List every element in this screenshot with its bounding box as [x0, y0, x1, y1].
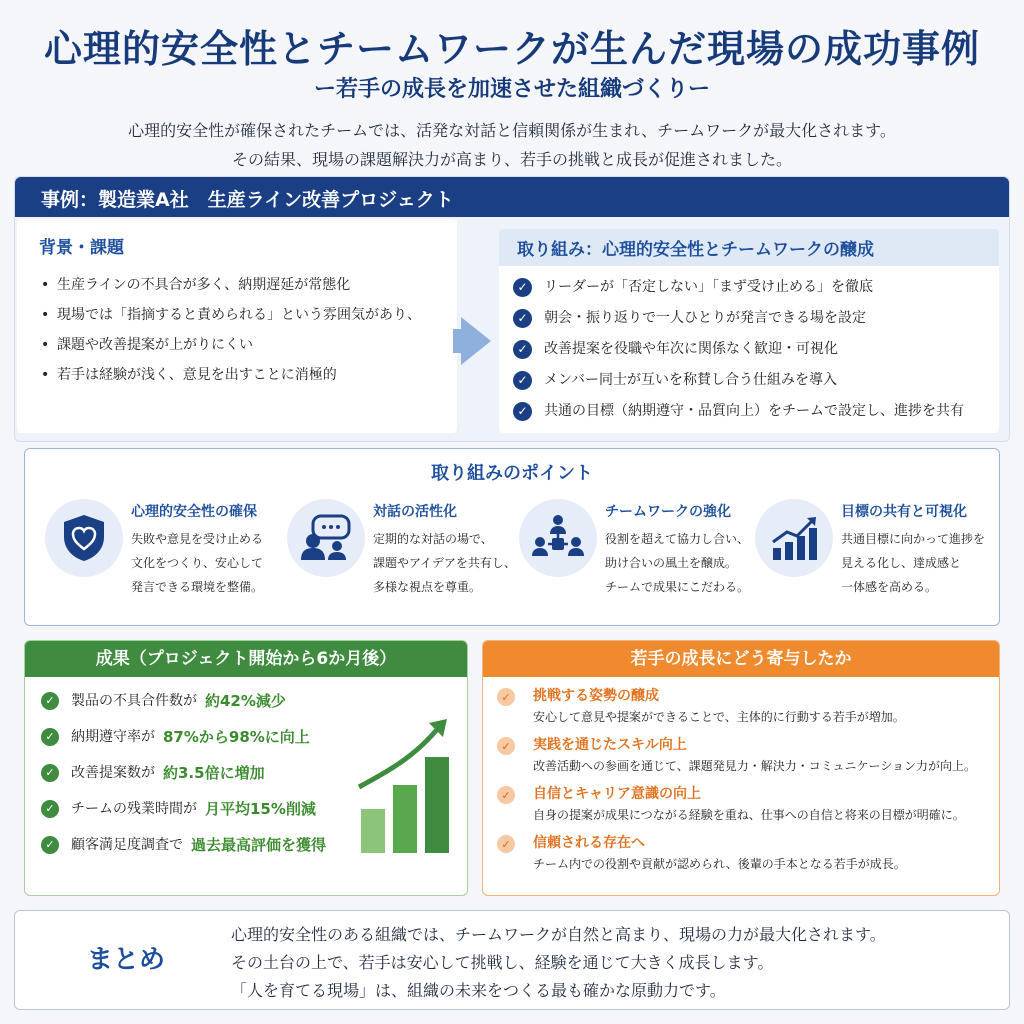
growth-desc: 安心して意見や提案ができることで、主体的に行動する若手が増加。	[533, 710, 905, 724]
growth-heading: 信頼される存在へ	[533, 835, 645, 851]
dialogue-icon	[287, 499, 365, 577]
summary-label: まとめ	[87, 945, 166, 975]
page-subtitle: ー若手の成長を加速させた組織づくりー	[313, 77, 710, 102]
growth-heading: 挑戦する姿勢の醸成	[533, 688, 659, 704]
growth-desc: チーム内での役割や貢献が認められ、後輩の手本となる若手が成長。	[533, 857, 906, 871]
growth-item	[497, 685, 985, 727]
check-icon: ✓	[41, 764, 59, 782]
result-label: 顧客満足度調査で	[71, 837, 183, 853]
check-icon: ✓	[513, 340, 532, 359]
point-desc-line: 一体感を高める。	[841, 580, 938, 594]
check-icon: ✓	[513, 309, 532, 328]
point-desc	[605, 527, 755, 599]
point-desc-line: 見える化し、達成感と	[841, 556, 962, 570]
right-arrow-icon	[461, 317, 491, 365]
growth-item	[497, 832, 985, 874]
background-panel	[17, 219, 457, 433]
point-desc-line: 定期的な対話の場で、	[373, 532, 493, 546]
action-label: 改善提案を役職や年次に関係なく歓迎・可視化	[544, 341, 838, 357]
rising-bars-icon	[355, 717, 455, 861]
point-desc-line: 助け合いの風土を醸成。	[605, 556, 738, 570]
growth-item	[497, 783, 985, 825]
action-label: リーダーが「否定しない」「まず受け止める」を徹底	[544, 279, 873, 295]
point-desc	[131, 527, 281, 599]
point-heading: チームワークの強化	[605, 504, 731, 520]
point-desc	[373, 527, 523, 599]
intro-text	[0, 116, 1024, 174]
summary-line: 心理的安全性のある組織では、チームワークが自然と高まり、現場の力が最大化されます。	[231, 925, 886, 944]
result-value: 月平均15%削減	[205, 800, 316, 818]
point-desc-line: 多様な視点を尊重。	[373, 580, 482, 594]
intro-line: 心理的安全性が確保されたチームでは、活発な対話と信頼関係が生まれ、チームワークが最大化されます。	[128, 121, 896, 140]
points-section	[24, 448, 1000, 626]
intro-line: その結果、現場の課題解決力が高まり、若手の挑戦と成長が促進されました。	[231, 150, 792, 169]
background-title: 背景・課題	[39, 238, 124, 258]
growth-heading: 実践を通じたスキル向上	[533, 737, 687, 753]
page-title: 心理的安全性とチームワークが生んだ現場の成功事例	[43, 27, 980, 71]
action-item	[513, 272, 985, 303]
action-label: 朝会・振り返りで一人ひとりが発言できる場を設定	[544, 310, 866, 326]
point-heading: 心理的安全性の確保	[131, 504, 257, 520]
background-item: • 現場では「指摘すると責められる」という雰囲気があり、	[39, 300, 435, 330]
summary-line: 「人を育てる現場」は、組織の未来をつくる最も確かな原動力です。	[231, 981, 726, 1000]
action-item	[513, 303, 985, 334]
point-desc	[841, 527, 991, 599]
result-value: 約3.5倍に増加	[163, 764, 265, 782]
result-item	[41, 683, 451, 719]
action-item	[513, 334, 985, 365]
background-item: • 生産ラインの不具合が多く、納期遅延が常態化	[39, 270, 435, 300]
actions-title: 取り組み：心理的安全性とチームワークの醸成	[499, 229, 999, 266]
check-icon: ✓	[41, 728, 59, 746]
case-section	[14, 176, 1010, 442]
results-title: 成果（プロジェクト開始から6か月後）	[25, 641, 467, 677]
check-icon: ✓	[497, 786, 515, 804]
actions-panel	[499, 229, 999, 433]
background-list	[39, 270, 435, 390]
summary-section	[14, 910, 1010, 1010]
growth-section	[482, 640, 1000, 896]
results-section	[24, 640, 468, 896]
points-title: 取り組みのポイント	[431, 463, 593, 484]
summary-line: その土台の上で、若手は安心して挑戦し、経験を通じて大きく成長します。	[231, 953, 774, 972]
point-desc-line: チームで成果にこだわる。	[605, 580, 750, 594]
check-icon: ✓	[497, 688, 515, 706]
background-item: • 若手は経験が浅く、意見を出すことに消極的	[39, 360, 435, 390]
check-icon: ✓	[41, 836, 59, 854]
point-heading: 対話の活性化	[373, 504, 457, 520]
point-item	[45, 499, 275, 609]
action-item	[513, 365, 985, 396]
growth-desc: 改善活動への参画を通じて、課題発見力・解決力・コミュニケーション力が向上。	[533, 759, 977, 773]
check-icon: ✓	[513, 371, 532, 390]
point-heading: 目標の共有と可視化	[841, 504, 967, 520]
actions-list	[499, 266, 999, 433]
summary-text	[231, 921, 886, 1005]
growth-desc: 自身の提案が成果につながる経験を重ね、仕事への自信と将来の目標が明確に。	[533, 808, 965, 822]
shield-heart-icon	[45, 499, 123, 577]
check-icon: ✓	[513, 402, 532, 421]
teamwork-icon	[519, 499, 597, 577]
background-item: • 課題や改善提案が上がりにくい	[39, 330, 435, 360]
action-label: 共通の目標（納期遵守・品質向上）をチームで設定し、進捗を共有	[544, 403, 964, 419]
point-item	[519, 499, 749, 609]
result-label: 納期遵守率が	[71, 729, 155, 745]
case-header: 事例：製造業A社 生産ライン改善プロジェクト	[15, 177, 1009, 217]
point-item	[755, 499, 985, 609]
point-desc-line: 共通目標に向かって進捗を	[841, 532, 986, 546]
result-label: 改善提案数が	[71, 765, 155, 781]
point-desc-line: 発言できる環境を整備。	[131, 580, 264, 594]
check-icon: ✓	[41, 692, 59, 710]
check-icon: ✓	[513, 278, 532, 297]
action-item	[513, 396, 985, 427]
result-label: チームの残業時間が	[71, 801, 197, 817]
result-value: 過去最高評価を獲得	[191, 836, 327, 854]
result-value: 約42%減少	[205, 692, 286, 710]
point-desc-line: 役割を超えて協力し合い、	[605, 532, 750, 546]
growth-item	[497, 734, 985, 776]
growth-title: 若手の成長にどう寄与したか	[483, 641, 999, 677]
point-desc-line: 課題やアイデアを共有し、	[373, 556, 516, 570]
check-icon: ✓	[41, 800, 59, 818]
growth-heading: 自信とキャリア意識の向上	[533, 786, 701, 802]
point-desc-line: 失敗や意見を受け止める	[131, 532, 264, 546]
action-label: メンバー同士が互いを称賛し合う仕組みを導入	[544, 372, 838, 388]
growth-list	[483, 677, 999, 889]
growth-chart-icon	[755, 499, 833, 577]
check-icon: ✓	[497, 835, 515, 853]
point-desc-line: 文化をつくり、安心して	[131, 556, 264, 570]
check-icon: ✓	[497, 737, 515, 755]
result-label: 製品の不具合件数が	[71, 693, 197, 709]
point-item	[287, 499, 517, 609]
result-value: 87%から98%に向上	[163, 728, 310, 746]
